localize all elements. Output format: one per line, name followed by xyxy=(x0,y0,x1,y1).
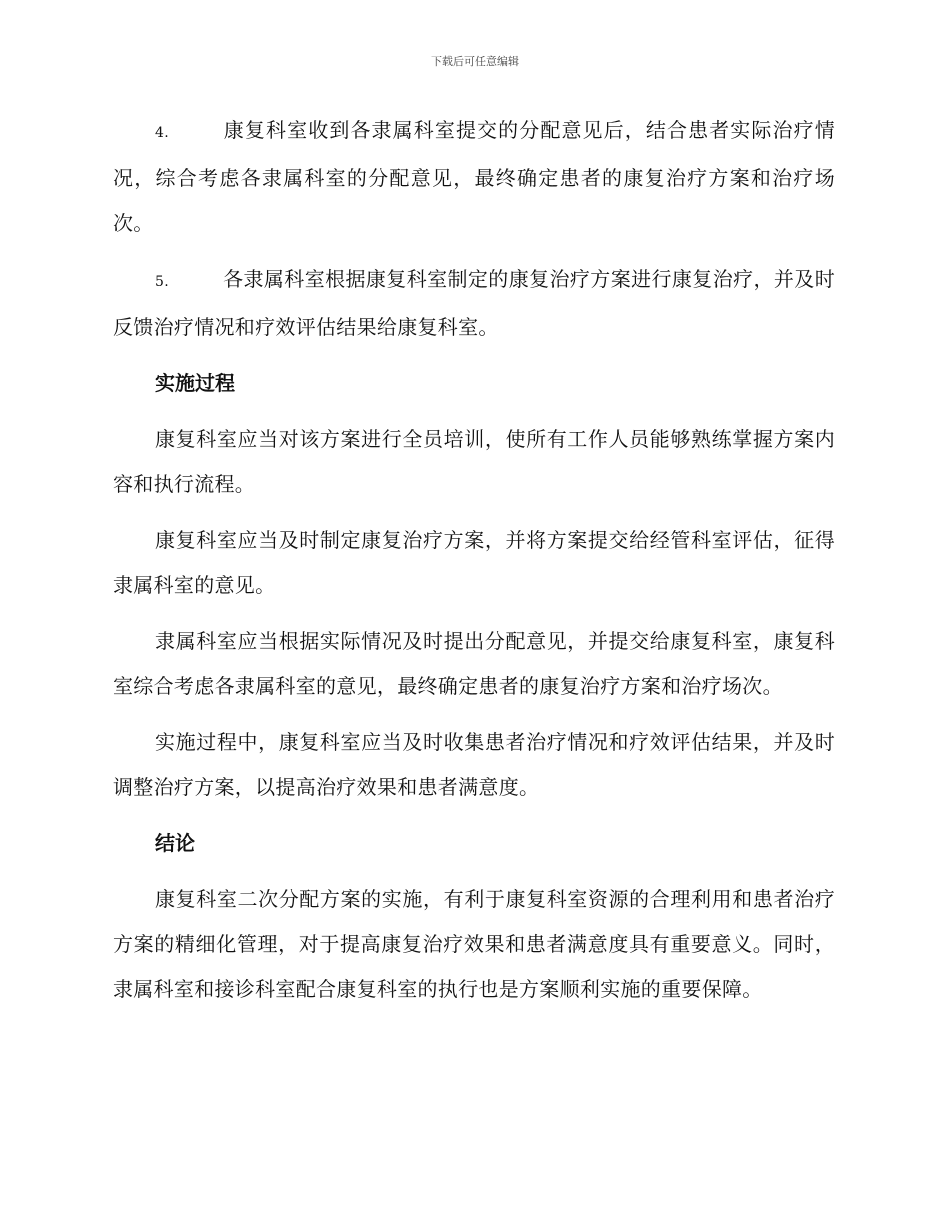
page-header: 下载后可任意编辑 xyxy=(431,55,519,68)
paragraph: 康复科室二次分配方案的实施，有利于康复科室资源的合理利用和患者治疗方案的精细化管理，对于提高康复治疗效果和患者满意度具有重要意义。同时，隶属科室和接诊科室配合康复科室的执行也是方案顺利实施的重要保障。 xyxy=(113,887,835,1001)
document-body xyxy=(113,108,835,1023)
paragraph: 实施过程中，康复科室应当及时收集患者治疗情况和疗效评估结果，并及时调整治疗方案，以提高治疗效果和患者满意度。 xyxy=(113,730,835,799)
paragraph: 康复科室应当对该方案进行全员培训，使所有工作人员能够熟练掌握方案内容和执行流程。 xyxy=(113,427,835,496)
item-text: 各隶属科室根据康复科室制定的康复治疗方案进行康复治疗，并及时反馈治疗情况和疗效评估结果给康复科室。 xyxy=(113,267,835,339)
item-number: 5. xyxy=(155,274,169,290)
section-heading-implementation: 实施过程 xyxy=(155,371,235,395)
item-text: 康复科室收到各隶属科室提交的分配意见后，结合患者实际治疗情况，综合考虑各隶属科室的分配意见，最终确定患者的康复治疗方案和治疗场次。 xyxy=(113,118,835,235)
paragraph: 隶属科室应当根据实际情况及时提出分配意见，并提交给康复科室，康复科室综合考虑各隶属科室的意见，最终确定患者的康复治疗方案和治疗场次。 xyxy=(113,629,835,698)
item-number: 4. xyxy=(155,125,169,141)
numbered-item-4 xyxy=(113,108,835,246)
numbered-item-5 xyxy=(113,257,835,350)
paragraph: 康复科室应当及时制定康复治疗方案，并将方案提交给经管科室评估，征得隶属科室的意见。 xyxy=(113,528,835,597)
section-heading-conclusion: 结论 xyxy=(155,831,195,855)
